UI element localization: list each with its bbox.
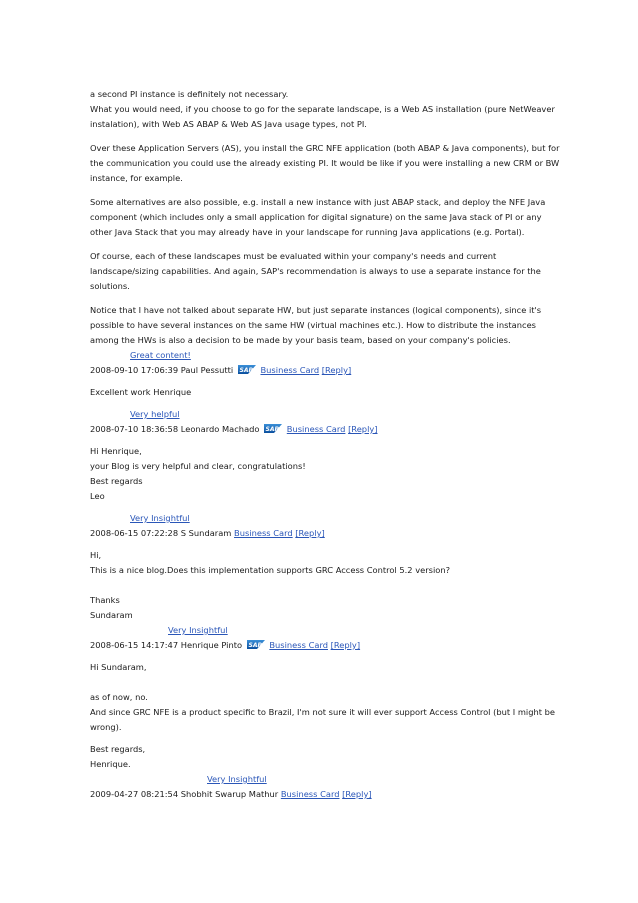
comment-meta xyxy=(90,422,560,437)
comment-line: Best regards xyxy=(90,476,143,486)
rating-link[interactable]: Great content! xyxy=(130,350,191,360)
article-paragraph: Some alternatives are also possible, e.g. install a new instance with just ABAP stack, and deploy the NFE Java component (which includes only a small application for digital signature) on the same Java stack of PI or any other Java Stack that you may already have in your landscape for running Java applications (e.g. Portal). xyxy=(90,197,546,237)
business-card-link[interactable]: Business Card xyxy=(234,528,293,538)
comment-line: Hi Henrique, xyxy=(90,446,142,456)
comment xyxy=(90,407,560,504)
comment-body xyxy=(90,385,560,400)
comment-meta xyxy=(90,638,560,653)
article-text: a second PI instance is definitely not necessary. xyxy=(90,89,289,99)
comment-body xyxy=(90,742,560,772)
comment-line: as of now, no. xyxy=(90,692,148,702)
comment-line: And since GRC NFE is a product specific to Brazil, I'm not sure it will ever support Access Control (but I might be wrong). xyxy=(90,707,556,732)
comment-author-date: 2008-06-15 14:17:47 Henrique Pinto xyxy=(90,640,243,650)
svg-text:SAP: SAP xyxy=(248,642,262,649)
comment-line: Hi Sundaram, xyxy=(90,662,147,672)
reply-link[interactable]: [Reply] xyxy=(330,640,361,650)
comment-body xyxy=(90,593,560,623)
sap-logo-icon xyxy=(264,424,282,433)
comment-line: This is a nice blog.Does this implementation supports GRC Access Control 5.2 version? xyxy=(90,565,450,575)
comment-line: Henrique. xyxy=(90,759,131,769)
comment-body xyxy=(90,660,560,675)
rating-link[interactable]: Very Insightful xyxy=(130,513,190,523)
reply-link[interactable]: [Reply] xyxy=(342,789,372,799)
svg-text:SAP: SAP xyxy=(265,426,280,433)
comment-meta xyxy=(90,787,560,802)
svg-text:SAP: SAP xyxy=(239,367,253,374)
rating-link[interactable]: Very Insightful xyxy=(168,625,228,635)
comment xyxy=(90,772,560,802)
comment-line: Thanks xyxy=(90,595,120,605)
comment-line: Leo xyxy=(90,491,105,501)
comment-author-date: 2008-07-10 18:36:58 Leonardo Machado xyxy=(90,424,260,434)
comment-line: Hi, xyxy=(90,550,102,560)
rating-link[interactable]: Very helpful xyxy=(130,409,180,419)
comment-body xyxy=(90,548,560,578)
article-paragraph: Of course, each of these landscapes must be evaluated within your company's needs and current landscape/sizing capabilities. And again, SAP's recommendation is always to use a separate instance for the solutions. xyxy=(90,251,541,291)
blog-content xyxy=(90,87,560,802)
comment-meta xyxy=(90,363,560,378)
reply-link[interactable]: [Reply] xyxy=(321,365,352,375)
business-card-link[interactable]: Business Card xyxy=(269,640,328,650)
reply-link[interactable]: [Reply] xyxy=(295,528,325,538)
comment-meta xyxy=(90,526,560,541)
reply-link[interactable]: [Reply] xyxy=(348,424,378,434)
comment-author-date: 2008-06-15 07:22:28 S Sundaram xyxy=(90,528,232,538)
sap-logo-icon xyxy=(247,640,265,649)
comment-body xyxy=(90,690,560,735)
rating-link[interactable]: Very Insightful xyxy=(207,774,267,784)
comment-line: your Blog is very helpful and clear, congratulations! xyxy=(90,461,306,471)
comment-line: Excellent work Henrique xyxy=(90,387,192,397)
business-card-link[interactable]: Business Card xyxy=(260,365,320,375)
comment-body xyxy=(90,444,560,504)
sap-logo-icon xyxy=(238,365,256,374)
article-paragraph: Notice that I have not talked about separate HW, but just separate instances (logical components), since it's possible to have several instances on the same HW (virtual machines etc.). How to distribute the instances among the HWs is also a decision to be made by your basis team, based on your company's policies. xyxy=(90,305,542,345)
business-card-link[interactable]: Business Card xyxy=(280,789,340,799)
article-text: What you would need, if you choose to go for the separate landscape, is a Web AS installation (pure NetWeaver instalation), with Web AS ABAP & Web AS Java usage types, not PI. xyxy=(90,104,555,129)
comment xyxy=(90,511,560,623)
comment-line: Sundaram xyxy=(90,610,133,620)
comment-author-date: 2008-09-10 17:06:39 Paul Pessutti xyxy=(90,365,234,375)
comment-author-date: 2009-04-27 08:21:54 Shobhit Swarup Mathur xyxy=(90,789,279,799)
comment-line: Best regards, xyxy=(90,744,146,754)
comment xyxy=(90,623,560,772)
business-card-link[interactable]: Business Card xyxy=(286,424,346,434)
article-paragraph xyxy=(90,87,560,132)
article-paragraph: Over these Application Servers (AS), you install the GRC NFE application (both ABAP & Java components), but for the communication you could use the already existing PI. It would be like if you were installing a new CRM or BW instance, for example. xyxy=(90,143,560,183)
comment xyxy=(90,348,560,400)
